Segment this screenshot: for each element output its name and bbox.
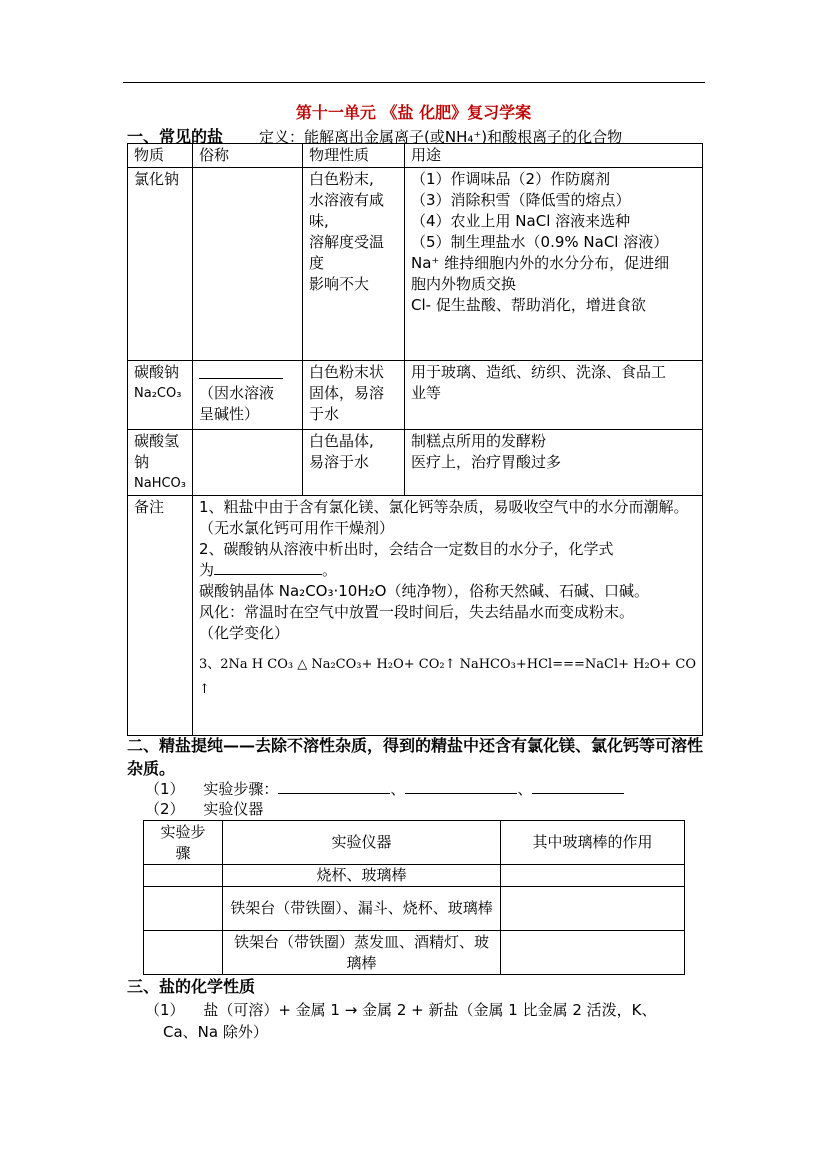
nacl-name: 氯化钠 — [128, 168, 193, 361]
nacl-physical — [303, 168, 405, 361]
na2co3-use-line: 业等 — [411, 384, 442, 402]
na2co3-common-line: 呈碱性） — [199, 405, 260, 423]
nahco3-physical-line: 易溶于水 — [309, 453, 370, 471]
nacl-common-name — [193, 168, 303, 361]
nahco3-name-cell — [128, 430, 193, 496]
table-row-notes — [128, 496, 703, 736]
table-row — [144, 887, 685, 931]
step1-label: 实验步骤： — [203, 780, 279, 798]
na2co3-physical — [303, 361, 405, 430]
nahco3-name: 钠 — [134, 453, 150, 471]
nacl-physical-line: 白色粉末, — [309, 170, 374, 188]
salt-property-1 — [145, 999, 657, 1020]
nacl-physical-line: 度 — [309, 254, 325, 272]
header-role: 其中玻璃棒的作用 — [501, 821, 685, 865]
separator: 、 — [517, 780, 533, 798]
nacl-use-line: （4）农业上用 NaCl 溶液来选种 — [411, 212, 631, 230]
step2-label: 实验仪器 — [203, 800, 264, 818]
role-cell[interactable] — [501, 865, 685, 887]
instruments-cell: 烧杯、玻璃棒 — [223, 865, 501, 887]
notes-content — [193, 496, 703, 736]
nahco3-physical-line: 白色晶体, — [309, 432, 374, 450]
na2co3-physical-line: 于水 — [309, 405, 340, 423]
item1-number: （1） — [145, 1001, 185, 1019]
header-step: 实验步骤 — [144, 821, 223, 865]
nahco3-formula: NaHCO₃ — [134, 476, 186, 491]
nacl-physical-line: 溶解度受温 — [309, 233, 385, 251]
step1-number: （1） — [145, 780, 185, 798]
table-row-nahco3 — [128, 430, 703, 496]
nacl-use-line: （1）作调味品（2）作防腐剂 — [411, 170, 611, 188]
table-row — [144, 865, 685, 887]
formula-blank[interactable] — [214, 560, 322, 575]
instruments-cell: 铁架台（带铁圈）蒸发皿、酒精灯、玻璃棒 — [223, 931, 501, 975]
experiment-instruments-line — [145, 798, 263, 819]
page-title: 第十一单元 《盐 化肥》复习学案 — [295, 103, 532, 122]
table-row — [144, 931, 685, 975]
notes-label: 备注 — [128, 496, 193, 736]
note-equation: 3、2Na H CO₃ △ Na₂CO₃+ H₂O+ CO₂↑ NaHCO₃+HCl===NaCl+ H₂O+ CO — [199, 657, 696, 672]
note-equation-arrow: ↑ — [199, 682, 210, 697]
section2-heading: 二、精盐提纯——去除不溶性杂质，得到的精盐中还含有氯化镁、氯化钙等可溶性杂质。 — [127, 736, 704, 778]
table-row-na2co3 — [128, 361, 703, 430]
role-cell[interactable] — [501, 931, 685, 975]
nahco3-common-name — [193, 430, 303, 496]
note-2b — [199, 560, 696, 581]
na2co3-name: 碳酸钠 — [134, 363, 180, 381]
nahco3-uses — [405, 430, 703, 496]
salt-property-1-cont: Ca、Na 除外） — [163, 1023, 268, 1041]
na2co3-name-cell — [128, 361, 193, 430]
na2co3-uses — [405, 361, 703, 430]
header-rule — [123, 82, 705, 83]
step-blank-3[interactable] — [532, 779, 624, 794]
step-cell[interactable] — [144, 865, 223, 887]
nahco3-use-line: 制糕点所用的发酵粉 — [411, 432, 547, 450]
na2co3-common-name — [193, 361, 303, 430]
header-common-name: 俗称 — [193, 144, 303, 168]
nacl-use-line: （3）消除积雪（降低雪的熔点） — [411, 191, 631, 209]
na2co3-formula: Na₂CO₃ — [134, 386, 182, 401]
na2co3-common-line: （因水溶液 — [199, 384, 275, 402]
item1-text: 盐（可溶）+ 金属 1 → 金属 2 + 新盐（金属 1 比金属 2 活泼，K、 — [203, 1001, 657, 1019]
step-cell[interactable] — [144, 931, 223, 975]
step-cell[interactable] — [144, 887, 223, 931]
nacl-use-line: 胞内外物质交换 — [411, 275, 517, 293]
note-1b: （无水氯化钙可用作干燥剂） — [199, 519, 395, 537]
nacl-use-line: Na⁺ 维持细胞内外的水分分布，促进细 — [411, 254, 670, 272]
nacl-physical-line: 影响不大 — [309, 275, 370, 293]
table-header-row — [128, 144, 703, 168]
nacl-physical-line: 味, — [309, 212, 329, 230]
purification-table — [143, 820, 685, 975]
step-blank-2[interactable] — [405, 779, 517, 794]
header-substance: 物质 — [128, 144, 193, 168]
common-salts-table — [127, 143, 703, 736]
note-3: 碳酸钠晶体 Na₂CO₃·10H₂O（纯净物），俗称天然碱、石碱、口碱。 — [199, 582, 649, 600]
section1-heading: 一、常见的盐 — [127, 127, 224, 146]
salt-definition: 定义：能解离出金属离子(或NH₄⁺)和酸根离子的化合物 — [259, 128, 623, 146]
na2co3-common-name-blank[interactable] — [199, 362, 283, 379]
nacl-use-line: Cl- 促生盐酸、帮助消化，增进食欲 — [411, 296, 646, 314]
nacl-physical-line: 水溶液有咸 — [309, 191, 385, 209]
note-5: （化学变化） — [199, 624, 290, 642]
section3-heading: 三、盐的化学性质 — [127, 977, 256, 996]
separator: 、 — [390, 780, 406, 798]
header-uses: 用途 — [405, 144, 703, 168]
nahco3-physical — [303, 430, 405, 496]
note-2b-prefix: 为 — [199, 561, 215, 579]
nacl-use-line: （5）制生理盐水（0.9% NaCl 溶液） — [411, 233, 669, 251]
note-2: 2、碳酸钠从溶液中析出时，会结合一定数目的水分子，化学式 — [199, 540, 614, 558]
role-cell[interactable] — [501, 887, 685, 931]
experiment-steps-line — [145, 778, 624, 799]
step-blank-1[interactable] — [278, 779, 390, 794]
table-header-row — [144, 821, 685, 865]
na2co3-use-line: 用于玻璃、造纸、纺织、洗涤、食品工 — [411, 363, 667, 381]
header-instruments: 实验仪器 — [223, 821, 501, 865]
note-2b-suffix: 。 — [322, 561, 338, 579]
table-row-nacl — [128, 168, 703, 361]
nahco3-name: 碳酸氢 — [134, 432, 180, 450]
nacl-uses — [405, 168, 703, 361]
na2co3-physical-line: 白色粉末状 — [309, 363, 385, 381]
note-1: 1、粗盐中由于含有氯化镁、氯化钙等杂质，易吸收空气中的水分而潮解。 — [199, 498, 689, 516]
step2-number: （2） — [145, 800, 185, 818]
note-4: 风化：常温时在空气中放置一段时间后，失去结晶水而变成粉末。 — [199, 603, 635, 621]
na2co3-physical-line: 固体，易溶 — [309, 384, 385, 402]
nahco3-use-line: 医疗上，治疗胃酸过多 — [411, 453, 562, 471]
header-physical: 物理性质 — [303, 144, 405, 168]
instruments-cell: 铁架台（带铁圈）、漏斗、烧杯、玻璃棒 — [223, 887, 501, 931]
